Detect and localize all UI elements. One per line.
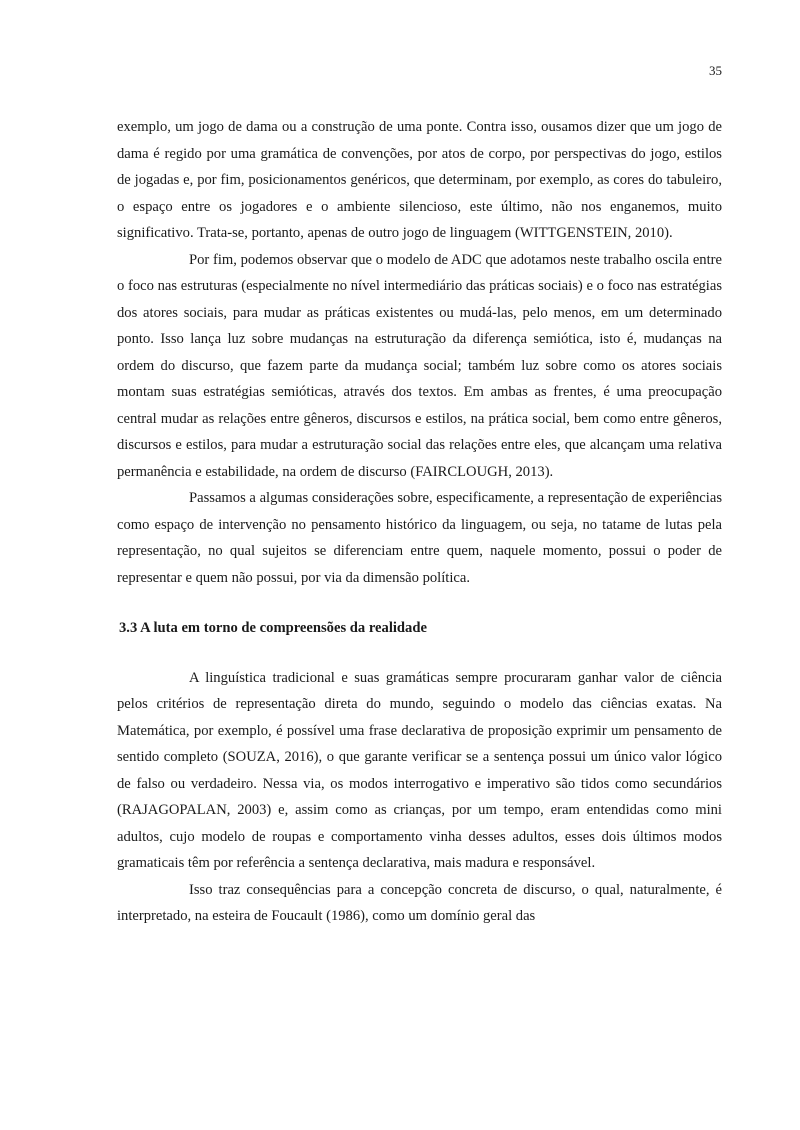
section-heading: 3.3 A luta em torno de compreensões da realidade [119, 620, 427, 636]
paragraph-traditional-linguistics: A linguística tradicional e suas gramáticas sempre procuraram ganhar valor de ciência pelos critérios de representação direta do mundo, seguindo o modelo das ciências exatas. Na Matemática, por exemplo, é possível uma frase declarativa de proposição exprimir um pensamento de sentido completo (SOUZA, 2016), o que garante verificar se a sentença possui um único valor lógico de falso ou verdadeiro. Nessa via, os modos interrogativo e imperativo são tidos como secundários (RAJAGOPALAN, 2003) e, assim como as crianças, por um tempo, eram entendidas como mini adultos, cujo modelo de roupas e comportamento vinha desses adultos, esses dois últimos modos gramaticais têm por referência a sentença declarativa, mais madura e responsável. [117, 669, 722, 871]
page-number: 35 [709, 63, 722, 78]
paragraph-continuation: exemplo, um jogo de dama ou a construção de uma ponte. Contra isso, ousamos dizer que um jogo de dama é regido por uma gramática de convenções, por atos de corpo, por perspectivas do jogo, estilos de jogadas e, por fim, posicionamentos genéricos, que determinam, por exemplo, as cores do tabuleiro, o espaço entre os jogadores e o ambiente silencioso, este último, não nos enganemos, muito significativo. Trata-se, portanto, apenas de outro jogo de linguagem (WITTGENSTEIN, 2010). [117, 119, 722, 241]
document-body [117, 114, 722, 930]
paragraph-discourse-consequences: Isso traz consequências para a concepção concreta de discurso, o qual, naturalmente, é interpretado, na esteira de Foucault (1986), como um domínio geral das [117, 881, 722, 924]
paragraph-representation: Passamos a algumas considerações sobre, especificamente, a representação de experiências como espaço de intervenção no pensamento histórico da linguagem, ou seja, no tatame de lutas pela representação, no qual sujeitos se diferenciam entre quem, naquele momento, possui o poder de representar e quem não possui, por via da dimensão política. [117, 490, 722, 586]
paragraph-adc-model: Por fim, podemos observar que o modelo de ADC que adotamos neste trabalho oscila entre o foco nas estruturas (especialmente no nível intermediário das práticas sociais) e o foco nas estratégias dos atores sociais, para mudar as práticas existentes ou mudá-las, pelo menos, em um determinado ponto. Isso lança luz sobre mudanças na estruturação da diferença semiótica, isto é, mudanças na ordem do discurso, que fazem parte da mudança social; também luz sobre como os atores sociais montam suas estratégias semióticas, através dos textos. Em ambas as frentes, é uma preocupação central mudar as relações entre gêneros, discursos e estilos, na prática social, bem como entre gêneros, discursos e estilos, para mudar a estruturação social das relações entre eles, que alcançam uma relativa permanência e estabilidade, na ordem de discurso (FAIRCLOUGH, 2013). [117, 251, 722, 480]
